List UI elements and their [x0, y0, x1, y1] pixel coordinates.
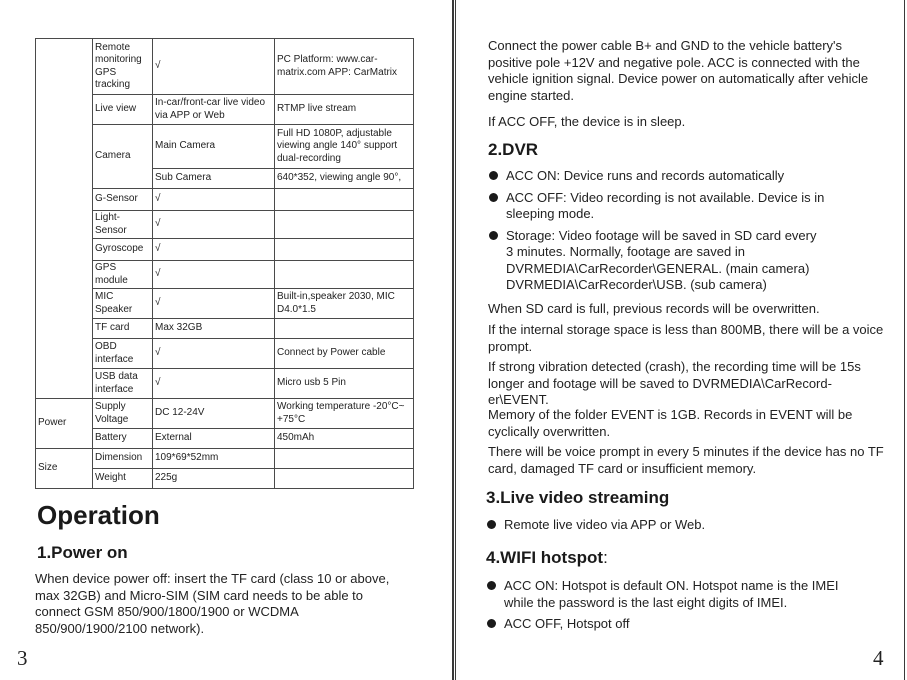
wifi-hotspot-heading-colon: :: [603, 548, 608, 567]
table-cell: RTMP live stream: [275, 95, 414, 125]
table-cell: Main Camera: [153, 125, 275, 169]
table-cell: Connect by Power cable: [275, 339, 414, 369]
event-folder-text: Memory of the folder EVENT is 1GB. Records in EVENT will be cyclically overwritten.: [488, 407, 853, 439]
internal-storage-text: If the internal storage space is less than 800MB, there will be a voice prompt.: [488, 322, 884, 354]
bullet-icon: [489, 193, 498, 202]
table-cell: √: [153, 39, 275, 95]
table-cell: Gyroscope: [93, 239, 153, 261]
table-cell: Max 32GB: [153, 319, 275, 339]
table-row: [36, 369, 414, 399]
intro-text: Connect the power cable B+ and GND to the vehicle battery's positive pole +12V and negative pole. ACC is connected with the vehicle ignition signal. Device power on automatically after vehicle engine started.: [488, 38, 869, 103]
acc-off-text: If ACC OFF, the device is in sleep.: [488, 114, 686, 129]
bullet-icon: [489, 231, 498, 240]
bullet-icon: [489, 171, 498, 180]
list-item-text: ACC ON: Hotspot is default ON. Hotspot name is the IMEI while the password is the last eight digits of IMEI.: [504, 578, 839, 610]
list-item: [486, 517, 876, 534]
table-cell: 109*69*52mm: [153, 449, 275, 469]
table-cell: Built-in,speaker 2030, MIC D4.0*1.5: [275, 289, 414, 319]
table-cell: USB data interface: [93, 369, 153, 399]
table-row: [36, 211, 414, 239]
table-cell: √: [153, 189, 275, 211]
list-item-text: ACC ON: Device runs and records automatically: [506, 168, 785, 183]
table-cell: TF card: [93, 319, 153, 339]
table-cell: PC Platform: www.car-matrix.com APP: CarMatrix: [275, 39, 414, 95]
table-row: [36, 289, 414, 319]
table-cell: [275, 319, 414, 339]
table-cell: Camera: [93, 125, 153, 189]
table-row: [36, 95, 414, 125]
table-cell: 640*352, viewing angle 90°,: [275, 169, 414, 189]
table-cell: [275, 469, 414, 489]
table-row: [36, 239, 414, 261]
left-page: [0, 0, 453, 680]
table-row: [36, 469, 414, 489]
list-item-text: ACC OFF: Video recording is not available. Device is in sleeping mode.: [506, 189, 825, 221]
wifi-hotspot-heading-text: 4.WIFI hotspot: [486, 548, 604, 567]
table-cell: √: [153, 211, 275, 239]
table-cell: Remote monitoring GPS tracking: [93, 39, 153, 95]
wifi-hotspot-bullet-list: [486, 578, 856, 638]
table-cell: Working temperature -20°C~ +75°C: [275, 399, 414, 429]
bullet-icon: [487, 520, 496, 529]
wifi-hotspot-heading: [486, 548, 608, 568]
table-cell: [275, 211, 414, 239]
voice-prompt-text: There will be voice prompt in every 5 minutes if the device has no TF card, damaged TF card or insufficient memory.: [488, 444, 884, 476]
power-on-text: When device power off: insert the TF card (class 10 or above, max 32GB) and Micro-SIM (SIM card needs to be able to connect GSM 850/900/1800/1900 or WCDMA 850/900/1900/2100 network).: [35, 571, 390, 636]
operation-title: Operation: [37, 500, 160, 530]
dvr-heading: 2.DVR: [488, 140, 539, 159]
table-cell: [275, 239, 414, 261]
table-cell: [275, 449, 414, 469]
table-cell: 450mAh: [275, 429, 414, 449]
table-cell: 225g: [153, 469, 275, 489]
table-cell: [275, 189, 414, 211]
list-item: [486, 616, 856, 633]
live-streaming-bullet-list: [486, 517, 876, 539]
table-cell: √: [153, 261, 275, 289]
right-page: [455, 0, 907, 680]
table-cell: Size: [36, 449, 93, 489]
table-cell: √: [153, 369, 275, 399]
table-cell: √: [153, 289, 275, 319]
table-cell: Full HD 1080P, adjustable viewing angle 140° support dual-recording: [275, 125, 414, 169]
live-streaming-heading: 3.Live video streaming: [486, 488, 670, 507]
table-cell: Weight: [93, 469, 153, 489]
table-cell: √: [153, 239, 275, 261]
table-row: [36, 39, 414, 95]
table-row: [36, 399, 414, 429]
dvr-bullet-list: [488, 168, 838, 299]
table-cell: √: [153, 339, 275, 369]
table-cell: Live view: [93, 95, 153, 125]
page-number-left: 3: [17, 646, 28, 670]
table-cell: G-Sensor: [93, 189, 153, 211]
table-cell: Supply Voltage: [93, 399, 153, 429]
list-item-text: Storage: Video footage will be saved in SD card every 3 minutes. Normally, footage are saved in DVRMEDIA\CarRecorder\GENERAL. (main camera) DVRMEDIA\CarRecorder\USB. (sub camera): [506, 227, 817, 292]
table-row: [36, 261, 414, 289]
bullet-icon: [487, 619, 496, 628]
list-item: [488, 228, 838, 294]
table-cell: Dimension: [93, 449, 153, 469]
list-item: [486, 578, 856, 611]
list-item-text: ACC OFF, Hotspot off: [504, 616, 630, 631]
table-cell: Light-Sensor: [93, 211, 153, 239]
sd-full-text: When SD card is full, previous records will be overwritten.: [488, 301, 820, 316]
table-row: [36, 189, 414, 211]
table-cell: Micro usb 5 Pin: [275, 369, 414, 399]
spec-table: [35, 38, 414, 489]
table-row: [36, 429, 414, 449]
table-cell: DC 12-24V: [153, 399, 275, 429]
table-row: [36, 449, 414, 469]
table-cell: Power: [36, 399, 93, 449]
table-cell: Sub Camera: [153, 169, 275, 189]
list-item: [488, 168, 838, 185]
table-row: [36, 319, 414, 339]
table-row: [36, 125, 414, 169]
power-on-heading: 1.Power on: [37, 543, 128, 562]
table-cell: GPS module: [93, 261, 153, 289]
table-cell: [275, 261, 414, 289]
table-cell: Battery: [93, 429, 153, 449]
bullet-icon: [487, 581, 496, 590]
table-cell: [36, 39, 93, 399]
list-item: [488, 190, 838, 223]
table-cell: MIC Speaker: [93, 289, 153, 319]
table-cell: In-car/front-car live video via APP or Web: [153, 95, 275, 125]
list-item-text: Remote live video via APP or Web.: [504, 517, 706, 532]
table-cell: OBD interface: [93, 339, 153, 369]
table-row: [36, 339, 414, 369]
table-cell: External: [153, 429, 275, 449]
page-number-right: 4: [873, 646, 884, 670]
vibration-text: If strong vibration detected (crash), the recording time will be 15s longer and footage will be saved to DVRMEDIA\CarRecord-er\EVENT.: [488, 359, 861, 407]
